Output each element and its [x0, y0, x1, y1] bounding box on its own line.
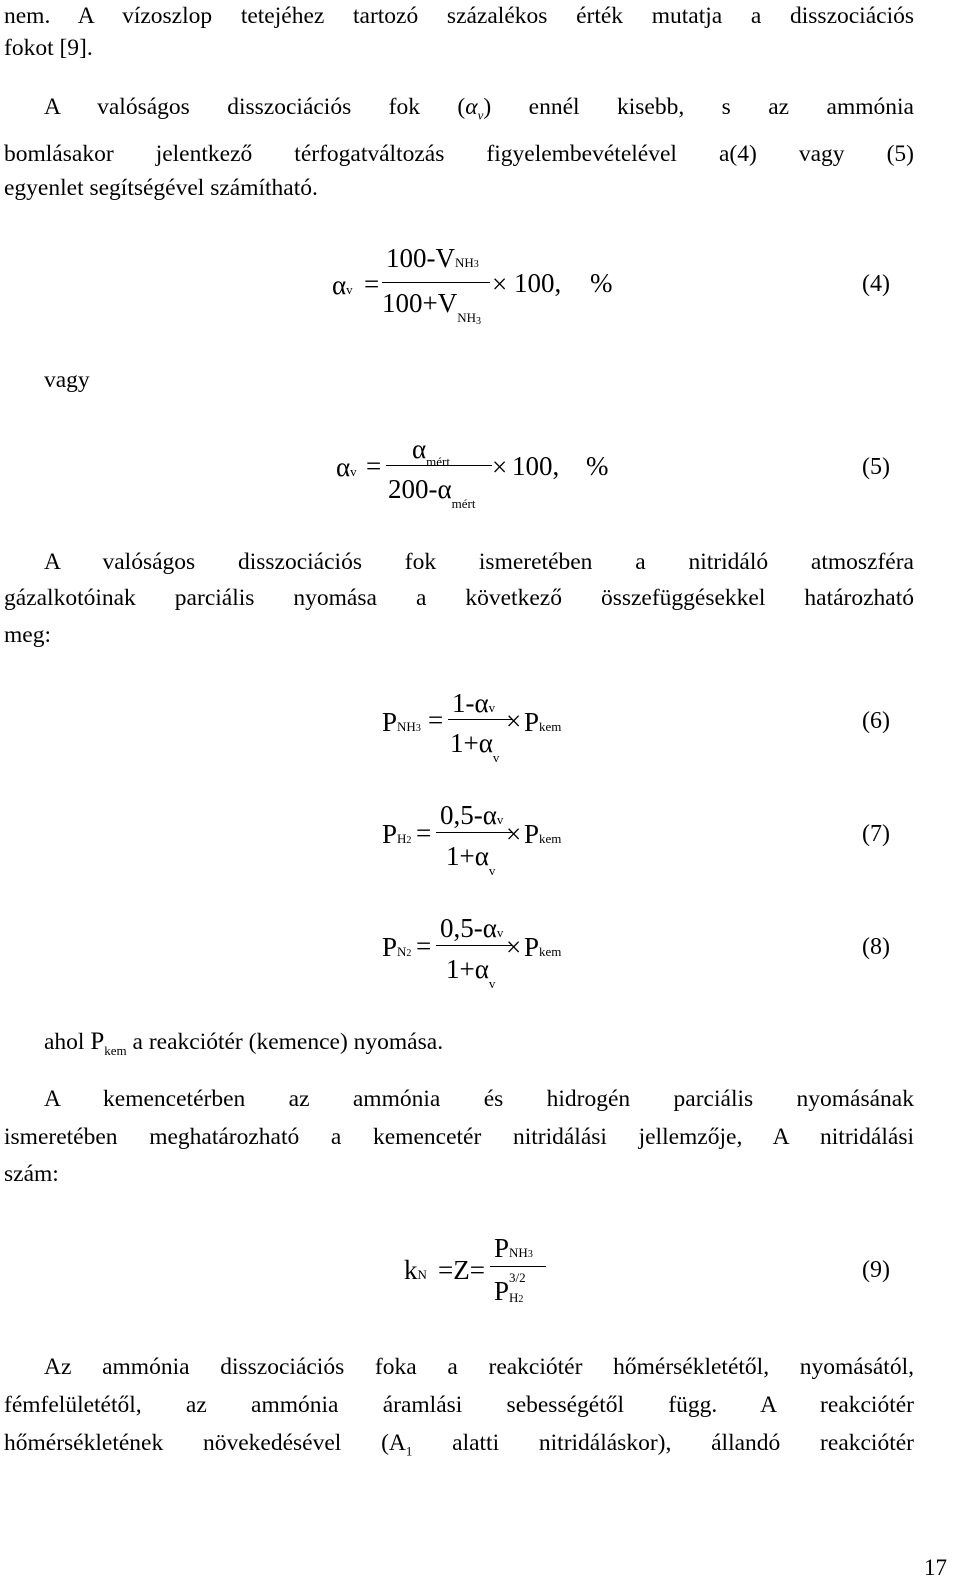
eq5-times: × — [492, 452, 508, 482]
eq7-denominator: $1+\alpha_v$ — [446, 841, 496, 878]
eq6-times: × — [506, 706, 522, 736]
eq6-label: (6) — [862, 708, 890, 734]
eq6-denominator: $1+\alpha_v$ — [450, 728, 500, 765]
eq8-equals: = — [416, 931, 432, 961]
paragraph-1-line-2: fokot [9]. — [4, 35, 93, 61]
eq5-label: (5) — [862, 454, 890, 480]
eq4-factor: 100, — [514, 268, 562, 298]
eq6-numerator: 1-αv — [452, 688, 496, 718]
paragraph-5-line-3: hőmérsékletének növekedésével ($A_1$ alatti nitridáláskor), állandó reakciótér — [4, 1430, 914, 1459]
eq6-lhs: PNH3 — [382, 707, 421, 737]
paragraph-2-line-3: egyenlet segítségével számítható. — [4, 175, 318, 201]
eq9-numerator: PNH3 — [494, 1233, 533, 1263]
eq5-factor: 100, — [512, 451, 560, 481]
paragraph-4-line-3: szám: — [4, 1161, 59, 1187]
eq9-fraction-bar — [490, 1266, 546, 1267]
page-number: 17 — [924, 1555, 947, 1580]
eq4-times: × — [492, 269, 508, 299]
eq8-denominator: $1+\alpha_v$ — [446, 954, 496, 991]
eq8-rhs: Pkem — [524, 932, 562, 962]
paragraph-3-line-3: meg: — [4, 622, 51, 648]
eq9-denominator: P 3/2 H2 — [494, 1270, 526, 1306]
eq4-fraction-bar — [382, 282, 490, 283]
eq7-fraction-bar — [436, 832, 512, 833]
eq7-numerator: 0,5-αv — [440, 800, 504, 830]
eq8-lhs: PN2 — [382, 932, 412, 962]
paragraph-1-line-1: nem. A vízoszlop tetejéhez tartozó százalékos érték mutatja a disszociációs — [4, 3, 914, 29]
eq4-equals: = — [364, 269, 380, 299]
alpha-symbol: α — [465, 94, 478, 120]
paragraph-3-line-1: A valóságos disszociációs fok ismeretében a nitridáló atmoszféra — [44, 549, 914, 575]
eq8-times: × — [506, 932, 522, 962]
eq5-denominator: $200-\alpha_{mért}$ — [388, 474, 476, 511]
paragraph-5-line-2: fémfelületétől, az ammónia áramlási sebességétől függ. A reakciótér — [4, 1392, 914, 1418]
alpha-subscript: v — [477, 107, 484, 123]
eq4-lhs: αv — [332, 270, 353, 300]
paragraph-4-line-1: A kemencetérben az ammónia és hidrogén parciális nyomásának — [44, 1086, 914, 1112]
eq9-label: (9) — [862, 1257, 890, 1283]
eq7-equals: = — [416, 818, 432, 848]
eq4-numerator: 100-VNH3 — [386, 243, 479, 273]
eq6-fraction-bar — [448, 719, 512, 720]
eq4-unit: % — [590, 268, 613, 298]
eq8-fraction-bar — [436, 945, 512, 946]
eq6-rhs: Pkem — [524, 707, 562, 737]
paragraph-4-line-2: ismeretében meghatározható a kemencetér nitridálási jellemzője, A nitridálási — [4, 1124, 914, 1150]
eq7-label: (7) — [862, 821, 890, 847]
eq8-label: (8) — [862, 934, 890, 960]
eq4-denominator: $100+V_{NH3}$ — [382, 288, 482, 327]
eq5-fraction-bar — [386, 465, 492, 466]
eq5-lhs: αv — [336, 452, 357, 482]
text-span: A valóságos disszociációs fok ( — [44, 94, 466, 120]
ahol-line: ahol $P_{kem}$ a reakciótér (kemence) nyomása. — [44, 1028, 444, 1058]
eq7-lhs: PH2 — [382, 819, 412, 849]
eq5-unit: % — [586, 451, 609, 481]
eq5-equals: = — [366, 451, 382, 481]
eq4-label: (4) — [862, 271, 890, 297]
paragraph-3-line-2: gázalkotóinak parciális nyomása a következő összefüggésekkel határozható — [4, 585, 914, 611]
paragraph-5-line-1: Az ammónia disszociációs foka a reakciótér hőmérsékletétől, nyomásától, — [44, 1354, 914, 1380]
eq8-numerator: 0,5-αv — [440, 913, 504, 943]
eq6-equals: = — [428, 705, 444, 735]
eq9-mid: =Z= — [438, 1255, 485, 1285]
vagy-text: vagy — [44, 367, 90, 393]
eq7-rhs: Pkem — [524, 819, 562, 849]
text-span: ) ennél kisebb, s az ammónia — [483, 94, 914, 120]
eq9-lhs: kN — [404, 1255, 427, 1285]
paragraph-2-line-2: bomlásakor jelentkező térfogatváltozás figyelembevételével a(4) vagy (5) — [4, 141, 914, 167]
eq5-numerator: $\alpha_{mért}$ — [412, 434, 450, 469]
eq7-times: × — [506, 819, 522, 849]
